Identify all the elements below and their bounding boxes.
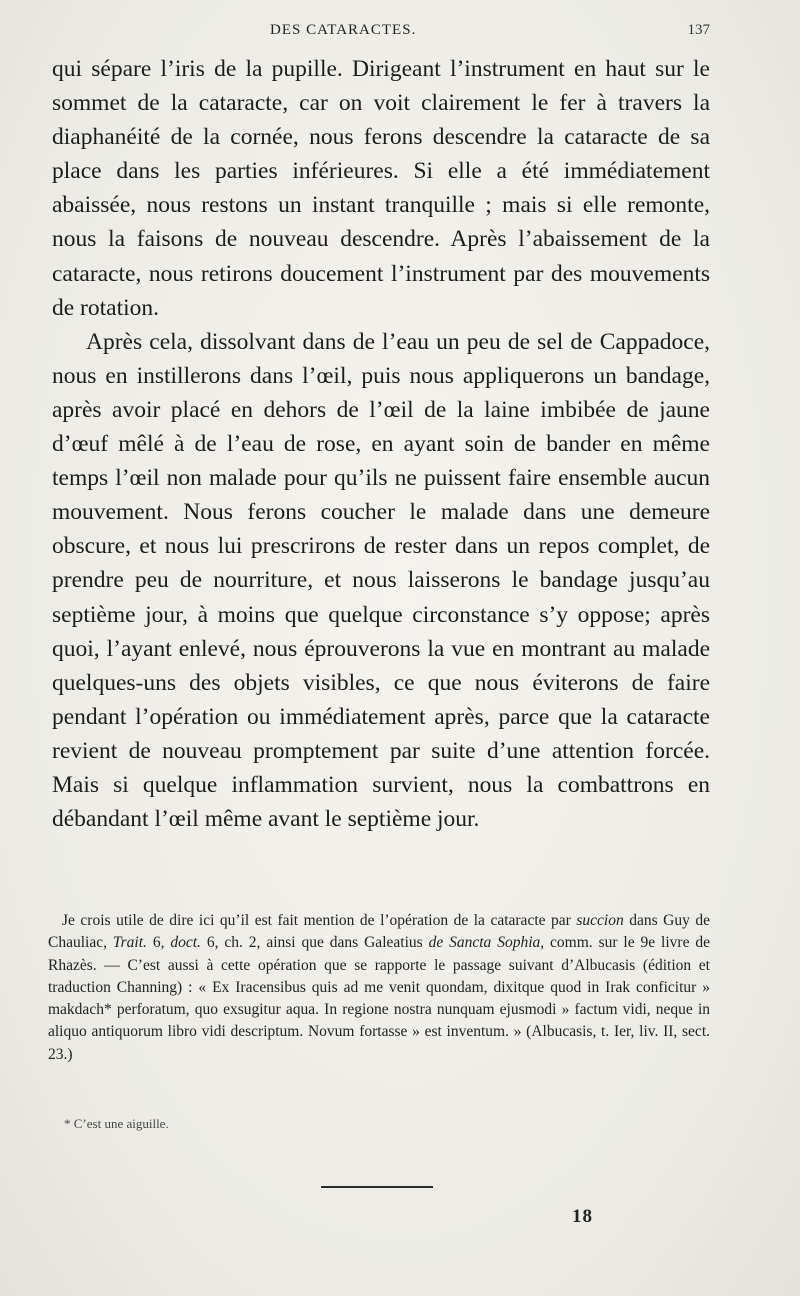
page-header	[270, 22, 710, 46]
divider-rule	[321, 1186, 433, 1188]
main-text	[52, 52, 710, 836]
footnote-text-4: 6, ch. 2, ainsi que dans Galeatius	[200, 934, 429, 952]
footnote-italic-3: doct.	[170, 934, 201, 952]
paragraph-2: Après cela, dissolvant dans de l’eau un peu de sel de Cappadoce, nous en instillerons dans l’œil, puis nous appliquerons un bandage, après avoir placé en dehors de l’œil de la laine imbibée de jaune d’œuf mêlé à de l’eau de rose, en ayant soin de bander en même temps l’œil non malade pour qu’ils ne puissent faire ensemble aucun mouvement. Nous ferons coucher le malade dans une demeure obscure, et nous lui prescrirons de rester dans un repos complet, de prendre peu de nourriture, et nous laisserons le bandage jusqu’au septième jour, à moins que quelque circonstance s’y oppose; après quoi, l’ayant enlevé, nous éprouverons la vue en montrant au malade quelques-uns des objets visibles, ce que nous éviterons de faire pendant l’opération ou immédiatement après, parce que la cataracte revient de nouveau promptement par suite d’une attention forcée. Mais si quelque inflammation survient, nous la combattrons en débandant l’œil même avant le septième jour.	[52, 328, 710, 833]
running-head: DES CATARACTES.	[270, 22, 417, 38]
footnote-paragraph	[48, 910, 710, 1066]
signature-mark: 18	[572, 1206, 593, 1227]
footnote-text-1: Je crois utile de dire ici qu’il est fait mention de l’opération de la cataracte par	[62, 912, 577, 929]
footnote-italic-2: Trait.	[112, 934, 147, 952]
sub-footnote: * C’est une aiguille.	[64, 1116, 169, 1131]
footnote-text-5: , comm. sur le 9e livre de Rhazès. — C’est aussi à cette opération que se rapporte le passage suivant d’Albucasis (édition et traduction Channing) : « Ex Iracensibus quis ad me venit quondam, dixitque quod in Irak conficitur » makdach* perforatum, quo exsugitur aqua. In regione nostra nunquam ejusmodi » factum vidi, neque in aliquo antiquorum libro vidi descriptum. Novum fortasse » est inventum. » (Albucasis, t. Ier, liv. II, sect. 23.)	[48, 934, 711, 1063]
footnote-text-2: dans Guy de Chauliac,	[48, 912, 710, 952]
footnote-italic-1: succion	[576, 912, 624, 929]
footnote	[48, 910, 710, 1066]
footnote-text-3: 6,	[146, 934, 171, 952]
paragraph-1: qui sépare l’iris de la pupille. Dirigeant l’instrument en haut sur le sommet de la cataracte, car on voit clairement le fer à travers la diaphanéité de la cornée, nous ferons descendre la cataracte de sa place dans les parties inférieures. Si elle a été immédiatement abaissée, nous restons un instant tranquille ; mais si elle remonte, nous la faisons de nouveau descendre. Après l’abaissement de la cataracte, nous retirons doucement l’instrument par des mouvements de rotation.	[52, 56, 710, 321]
page-number: 137	[687, 22, 710, 38]
footnote-italic-4: de Sancta Sophia	[428, 934, 541, 952]
